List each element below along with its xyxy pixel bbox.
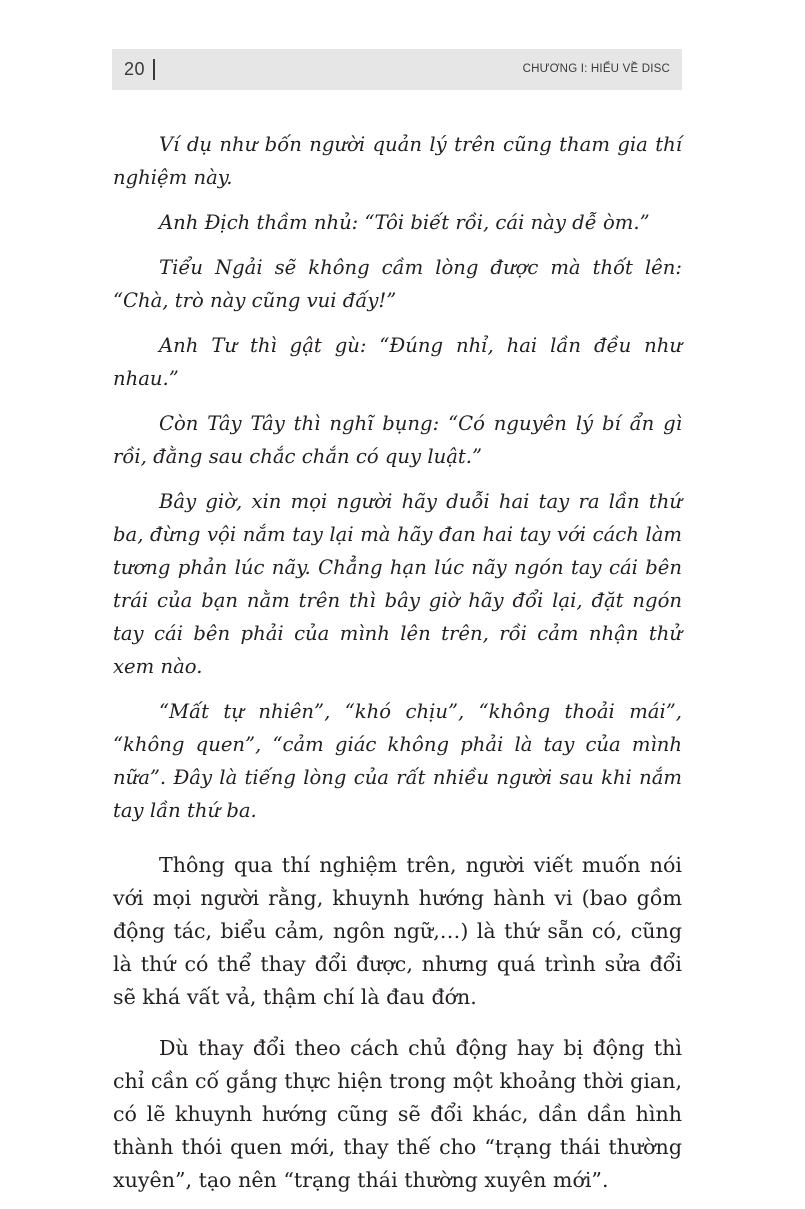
page-number: 20 bbox=[124, 59, 146, 79]
page-body bbox=[113, 128, 682, 1209]
paragraph-tieu-ngai: Tiểu Ngải sẽ không cầm lòng được mà thốt lên: “Chà, trò này cũng vui đấy!” bbox=[113, 256, 682, 312]
paragraph-conclusion: Thông qua thí nghiệm trên, người viết muốn nói với mọi người rằng, khuynh hướng hành vi (bao gồm động tác, biểu cảm, ngôn ngữ,…) là thứ sẵn có, cũng là thứ có thể thay đổi được, nhưng quá trình sửa đổi sẽ khá vất vả, thậm chí là đau đớn. bbox=[113, 853, 682, 1009]
running-header bbox=[112, 49, 682, 90]
paragraph-anh-dich: Anh Địch thầm nhủ: “Tôi biết rồi, cái này dễ òm.” bbox=[159, 211, 650, 234]
paragraph-anh-tu: Anh Tư thì gật gù: “Đúng nhỉ, hai lần đều như nhau.” bbox=[113, 334, 682, 390]
paragraph-third-attempt: Bây giờ, xin mọi người hãy duỗi hai tay ra lần thứ ba, đừng vội nắm tay lại mà hãy đan hai tay với cách làm tương phản lúc nãy. Chẳng hạn lúc nãy ngón tay cái bên trái của bạn nằm trên thì bây giờ hãy đổi lại, đặt ngón tay cái bên phải của mình lên trên, rồi cảm nhận thử xem nào. bbox=[113, 490, 682, 678]
paragraph-reactions: “Mất tự nhiên”, “khó chịu”, “không thoải mái”, “không quen”, “cảm giác không phải là tay của mình nữa”. Đây là tiếng lòng của rất nhiều người sau khi nắm tay lần thứ ba. bbox=[113, 700, 682, 822]
paragraph-example-intro: Ví dụ như bốn người quản lý trên cũng tham gia thí nghiệm này. bbox=[113, 133, 682, 189]
paragraph-new-habit: Dù thay đổi theo cách chủ động hay bị động thì chỉ cần cố gắng thực hiện trong một khoảng thời gian, có lẽ khuynh hướng cũng sẽ đổi khác, dần dần hình thành thói quen mới, thay thế cho “trạng thái thường xuyên”, tạo nên “trạng thái thường xuyên mới”. bbox=[113, 1036, 682, 1192]
header-divider bbox=[153, 59, 155, 80]
paragraph-tay-tay: Còn Tây Tây thì nghĩ bụng: “Có nguyên lý bí ẩn gì rồi, đằng sau chắc chắn có quy luật.” bbox=[113, 412, 682, 468]
chapter-title: CHƯƠNG I: HIỂU VỀ DISC bbox=[522, 63, 670, 75]
